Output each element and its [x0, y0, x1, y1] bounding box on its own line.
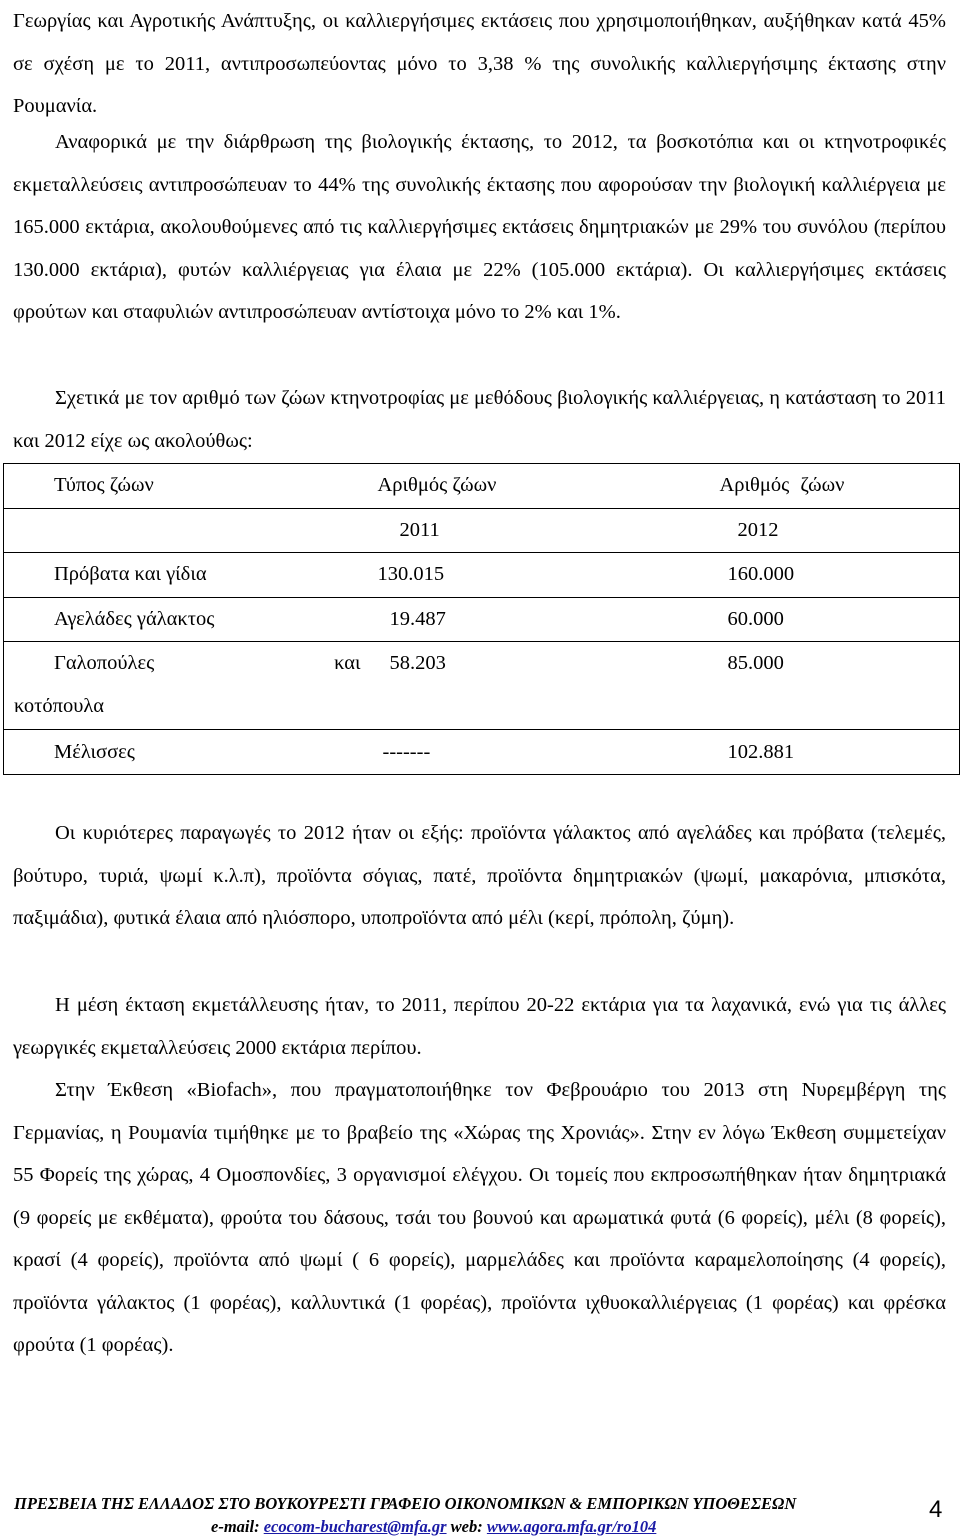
row-value-2012: 85.000	[694, 642, 960, 730]
paragraph-1: Γεωργίας και Αγροτικής Ανάπτυξης, οι καλλιεργήσιμες εκτάσεις που χρησιμοποιήθηκαν, αυξήθηκαν κατά 45% σε σχέση με το 2011, αντιπροσωπεύοντας μόνο το 3,38 % της συνολικής καλλιεργήσιμης έκτασης στην Ρουμανία.	[13, 10, 946, 117]
web-label: web:	[446, 1517, 487, 1536]
row-animal-type: Γαλοπούλες και κοτόπουλα	[4, 642, 376, 730]
row-value-2011: 19.487	[376, 597, 694, 642]
row-animal-type: Αγελάδες γάλακτος	[4, 597, 376, 642]
livestock-table	[3, 463, 960, 775]
paragraph-2: Αναφορικά με την διάρθρωση της βιολογικής έκτασης, το 2012, τα βοσκοτόπια και οι κτηνοτροφικές εκμεταλλεύσεις αντιπροσώπευαν το 44% της συνολικής έκτασης που αφορούσαν την βιολογική καλλιέργεια με 165.000 εκτάρια, ακολουθούμενες από τις καλλιεργήσιμες εκτάσεις δημητριακών με 29% του συνόλου (περίπου 130.000 εκτάρια), φυτών καλλιέργειας για έλαια με 22% (105.000 εκτάρια). Οι καλλιεργήσιμες εκτάσεις φρούτων και σταφυλιών αντιπροσώπευαν αντίστοιχα μόνο το 2% και 1%.	[13, 131, 946, 323]
table-row	[4, 597, 960, 642]
footer-embassy-title: ΠΡΕΣΒΕΙΑ ΤΗΣ ΕΛΛΑΔΟΣ ΣΤΟ ΒΟΥΚΟΥΡΕΣΤΙ ΓΡΑΦΕΙΟ ΟΙΚΟΝΟΜΙΚΩΝ & ΕΜΠΟΡΙΚΩΝ ΥΠΟΘΕΣΕΩΝ	[14, 1494, 797, 1513]
row-value-2011: -------	[376, 730, 694, 775]
year-2011: 2011	[376, 508, 694, 553]
table-row	[4, 642, 960, 730]
email-label: e-mail:	[211, 1517, 264, 1536]
row-value-2012: 160.000	[694, 553, 960, 598]
web-link[interactable]: www.agora.mfa.gr/ro104	[486, 1517, 657, 1536]
row-value-2012: 60.000	[694, 597, 960, 642]
footer-contact	[211, 1517, 656, 1537]
header-animal-type: Τύπος ζώων	[4, 464, 376, 509]
row-value-2012: 102.881	[694, 730, 960, 775]
year-2012: 2012	[694, 508, 960, 553]
row-animal-type: Μέλισσες	[4, 730, 376, 775]
table-row	[4, 553, 960, 598]
years-empty-cell	[4, 508, 376, 553]
header-animal-count-2011: Αριθμός ζώων	[376, 464, 694, 509]
page-number: 4	[929, 1496, 943, 1523]
table-years-row	[4, 508, 960, 553]
paragraph-4: Οι κυριότερες παραγωγές το 2012 ήταν οι εξής: προϊόντα γάλακτος από αγελάδες και πρόβατα (τελεμές, βούτυρο, τυριά, ψωμί κ.λ.π), προϊόντα σόγιας, πατέ, προϊόντα δημητριακών (ψωμί, μακαρόνια, μπισκότα, παξιμάδια), φυτικά έλαια από ηλιόσπορο, υποπροϊόντα από μέλι (κερί, πρόπολη, ζύμη).	[13, 822, 946, 929]
table-header-row	[4, 464, 960, 509]
paragraph-5: Η μέση έκταση εκμετάλλευσης ήταν, το 2011, περίπου 20-22 εκτάρια για τα λαχανικά, ενώ για τις άλλες γεωργικές εκμεταλλεύσεις 2000 εκτάρια περίπου.	[13, 994, 946, 1059]
row-value-2011: 130.015	[376, 553, 694, 598]
email-link[interactable]: ecocom-bucharest@mfa.gr	[263, 1517, 447, 1536]
table-row	[4, 730, 960, 775]
paragraph-3: Σχετικά με τον αριθμό των ζώων κτηνοτροφίας με μεθόδους βιολογικής καλλιέργειας, η κατάσταση το 2011 και 2012 είχε ως ακολούθως:	[13, 387, 946, 452]
row-animal-type: Πρόβατα και γίδια	[4, 553, 376, 598]
paragraph-6: Στην Έκθεση «Biofach», που πραγματοποιήθηκε τον Φεβρουάριο του 2013 στη Νυρεμβέργη της Γερμανίας, η Ρουμανία τιμήθηκε με το βραβείο της «Χώρας της Χρονιάς». Στην εν λόγω Έκθεση συμμετείχαν 55 Φορείς της χώρας, 4 Ομοσπονδίες, 3 οργανισμοί ελέγχου. Οι τομείς που εκπροσωπήθηκαν ήταν δημητριακά (9 φορείς με εκθέματα), φρούτα του δάσους, τσάι του βουνού και αρωματικά φυτά (6 φορείς), μέλι (8 φορείς), κρασί (4 φορείς), προϊόντα από ψωμί ( 6 φορείς), μαρμελάδες και προϊόντα καραμελοποίησης (4 φορείς), προϊόντα γάλακτος (1 φορέας), καλλυντικά (1 φορέας), προϊόντα ιχθυοκαλλιέργειας (1 φορέας) και φρέσκα φρούτα (1 φορέας).	[13, 1079, 946, 1356]
header-animal-count-2012: Αριθμός ζώων	[694, 464, 960, 509]
row-value-2011: 58.203	[376, 642, 694, 730]
